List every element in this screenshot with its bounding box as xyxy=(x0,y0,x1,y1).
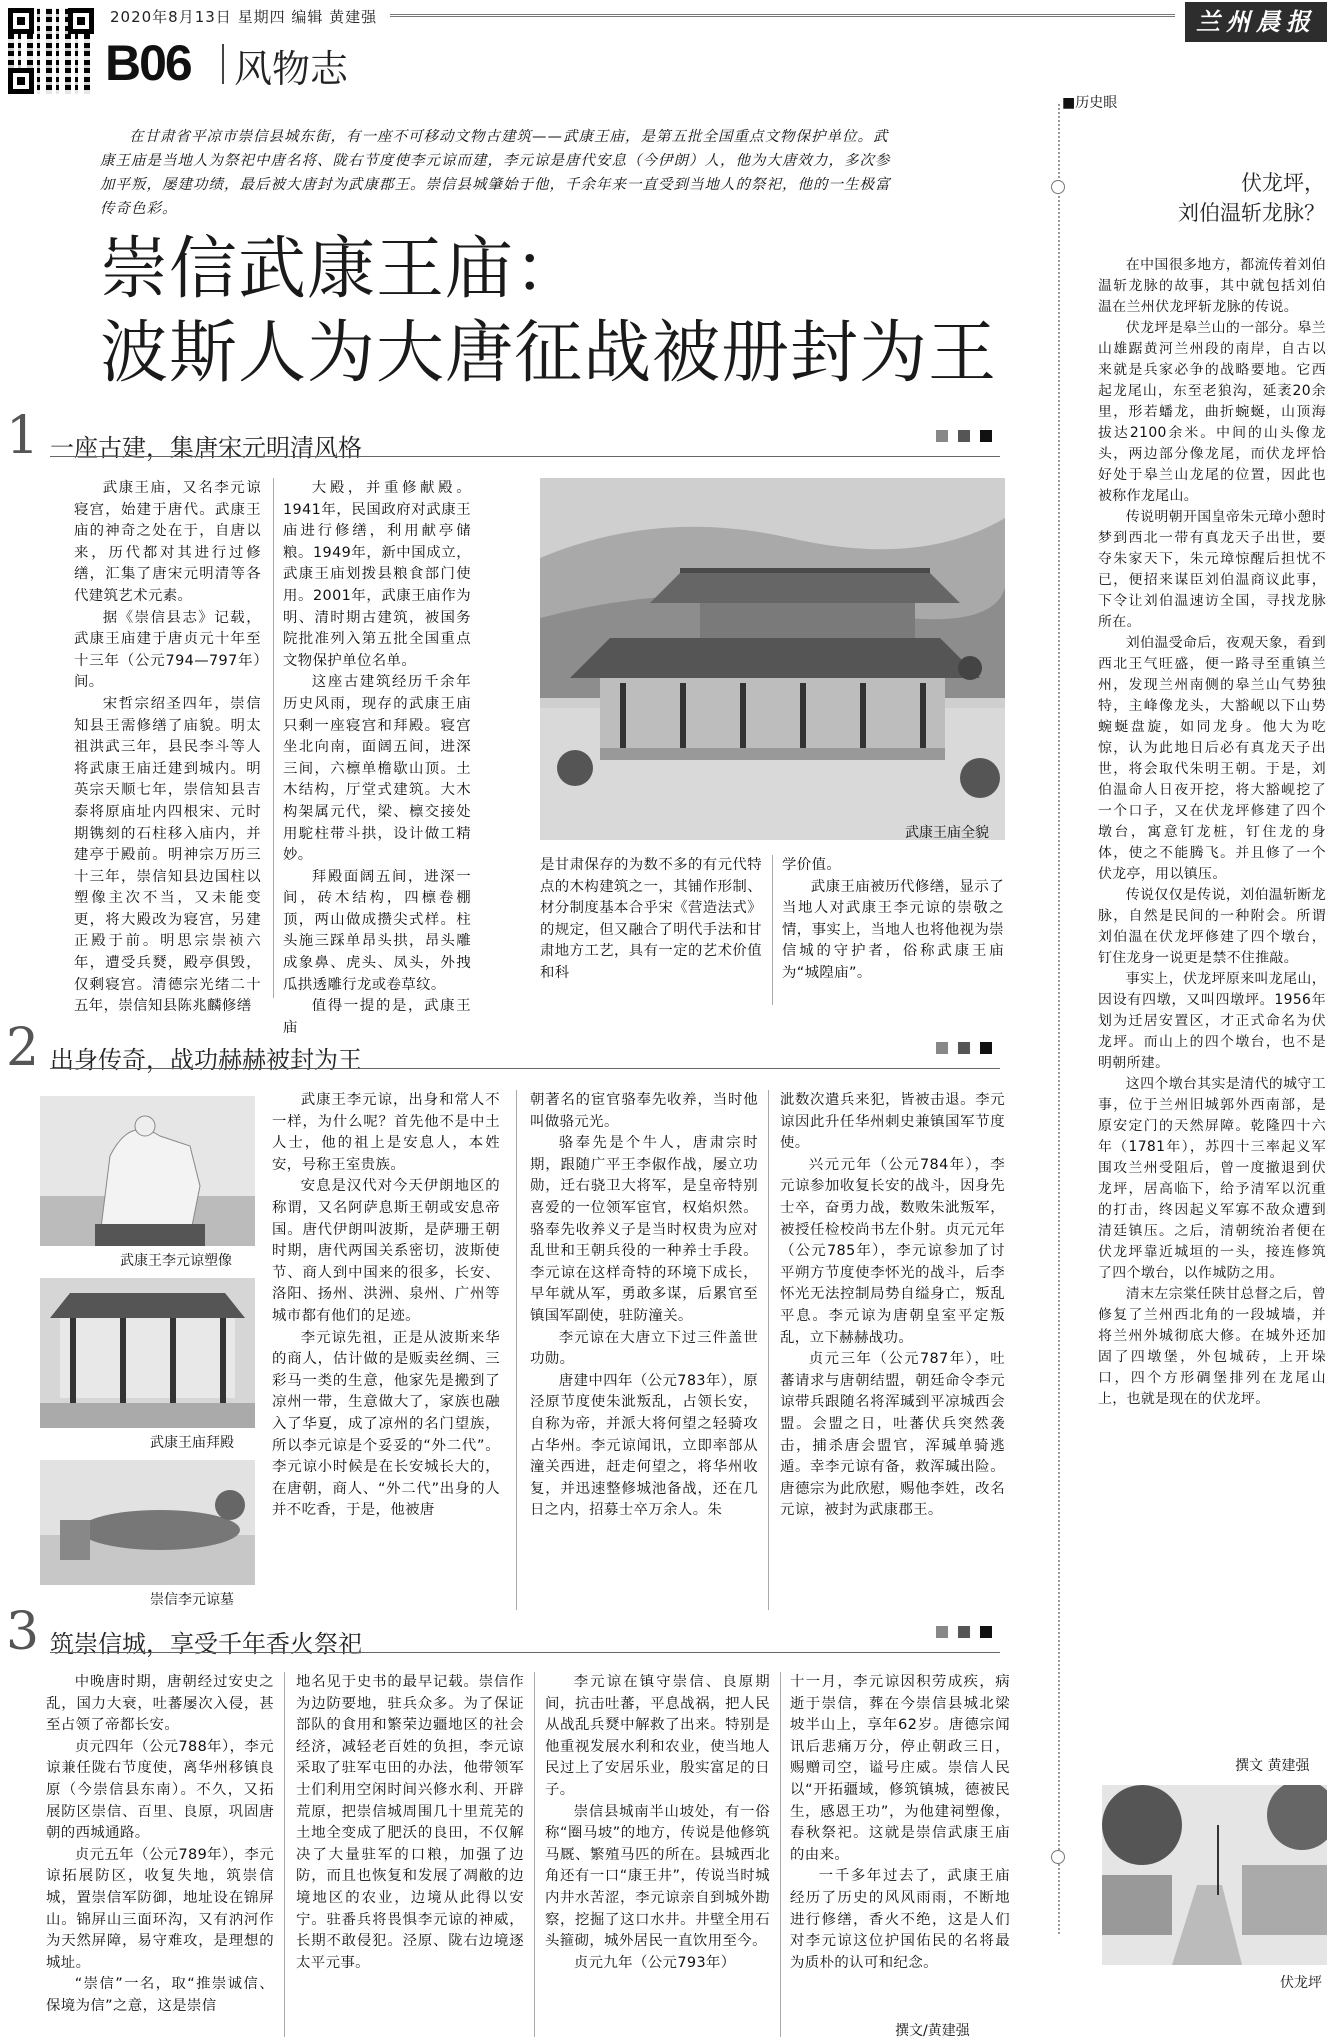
binder-ring-icon xyxy=(1051,1850,1065,1864)
header-rule xyxy=(390,14,1175,17)
paragraph: 贞元三年（公元787年），吐蕃请求与唐朝结盟，朝廷命令李元谅带兵跟随名将浑瑊到平凉城西会盟。会盟之日，吐蕃伏兵突然袭击，捕杀唐会盟官，浑瑊单骑逃遁。幸李元谅有备，救浑瑊出险。唐德宗为此欣慰，赐他李姓，改名元谅，被封为武康郡王。 xyxy=(780,1351,1005,1519)
paragraph: 中晚唐时期，唐朝经过安史之乱，国力大衰，吐蕃屡次入侵，甚至占领了帝都长安。 xyxy=(46,1674,274,1734)
paragraph: 朝著名的宦官骆奉先收养，当时他叫做骆元光。 xyxy=(530,1092,758,1130)
s3-column-4 xyxy=(790,1672,1010,2022)
page-number: B06 xyxy=(105,35,191,91)
paragraph: 贞元四年（公元788年），李元谅兼任陇右节度使，离华州移镇良原（今崇信县东南）。不久，又拓展防区崇信、百里、良原，巩固唐朝的西城通路。 xyxy=(46,1738,274,1842)
section-number: 3 xyxy=(6,1602,40,1662)
paragraph: 这四个墩台其实是清代的城守工事，位于兰州旧城郭外西南部，是原安定门的天然屏障。乾隆四十六年（1781年），苏四十三率起义军围攻兰州受阻后，曾一度撤退到伏龙坪，居高临下，给予清军以沉重的打击，终因起义军寡不敌众遭到清廷镇压。之后，清朝统治者便在伏龙坪靠近城垣的一头，接连修筑了四个墩台，以作城防之用。 xyxy=(1098,1076,1326,1281)
title-line-1: 崇信武康王庙： xyxy=(100,230,584,309)
paragraph: 十一月，李元谅因积劳成疾，病逝于崇信，葬在今崇信县城北梁坡半山上，享年62岁。唐德宗闻讯后悲痛万分，停止朝政三日，赐赠司空，谥号庄威。崇信人民以“开拓疆域，修筑镇城，德被民生，感恩王功”，为他建祠塑像，春秋祭祀。这就是崇信武康王庙的由来。 xyxy=(790,1674,1010,1863)
paragraph: 一千多年过去了，武康王庙经历了历史的风风雨雨，不断地进行修缮，香火不绝，这是人们对李元谅这位护国佑民的名将最为质朴的认可和纪念。 xyxy=(790,1868,1010,1971)
s1-column-1 xyxy=(74,478,261,1015)
photo-caption: 武康王李元谅塑像 xyxy=(120,1253,232,1269)
s1-column-3 xyxy=(540,855,762,1005)
photo-caption: 武康王庙拜殿 xyxy=(150,1435,234,1451)
paragraph: 泚数次遣兵来犯，皆被击退。李元谅因此升任华州刺史兼镇国军节度使。 xyxy=(780,1092,1005,1152)
paragraph: 李元谅先祖，正是从波斯来华的商人，估计做的是贩卖丝绸、三彩马一类的生意，他家先是搬到了凉州一带，生意做大了，家族也融入了华夏，成了凉州的名门望族，所以李元谅是个妥妥的“外二代”。李元谅小时候是在长安城长大的，在唐朝，商人、“外二代”出身的人并不吃香，于是，他被唐 xyxy=(272,1329,500,1519)
paragraph: 传说仅仅是传说，刘伯温斩断龙脉，自然是民间的一种附会。所谓刘伯温在伏龙坪修建了四个墩台，钉住龙身一说更是禁不住推敲。 xyxy=(1098,887,1326,966)
paragraph: 在中国很多地方，都流传着刘伯温斩龙脉的故事，其中就包括刘伯温在兰州伏龙坪斩龙脉的传说。 xyxy=(1098,257,1326,315)
paragraph: 贞元九年（公元793年） xyxy=(573,1954,736,1971)
s1-column-2 xyxy=(283,478,471,1036)
paragraph: 据《崇信县志》记载，武康王庙建于唐贞元十年至十三年（公元794—797年）间。 xyxy=(74,609,261,691)
heading-rule xyxy=(50,456,1000,457)
dotted-divider xyxy=(1058,104,1060,1934)
paragraph: 崇信县城南半山坡处，有一俗称“圈马坡”的地方，传说是他修筑马厩、繁殖马匹的所在。县城西北角还有一口“康王井”，传说当时城内井水苦涩，李元谅亲自到城外勘察，挖掘了这口水井。井壁全用石头箍砌，城外居民一直饮用至今。 xyxy=(545,1803,770,1950)
photo-caption: 武康王庙全貌 xyxy=(905,825,989,841)
section-number: 2 xyxy=(6,1018,40,1078)
square-icon xyxy=(958,430,970,442)
paragraph: 这座古建筑经历千余年历史风雨，现存的武康王庙只剩一座寝宫和拜殿。寝宫坐北向南，面阔五间，进深三间，六檩单檐歇山顶。土木结构，厅堂式建筑。大木构架属元代，梁、檩交接处用駝柱带斗拱，设计做工精妙。 xyxy=(283,674,471,864)
paragraph: 值得一提的是，武康王庙 xyxy=(283,998,471,1036)
s3-column-3 xyxy=(545,1672,770,2042)
paragraph: 李元谅在大唐立下过三件盖世功勋。 xyxy=(530,1329,758,1368)
sidebar-title: 伏龙坪， 刘伯温斩龙脉？ xyxy=(1178,171,1325,225)
s3-column-2 xyxy=(296,1672,524,2042)
paragraph: 地名见于史书的最早记载。崇信作为边防要地，驻兵众多。为了保证部队的食用和繁荣边疆地区的社会经济，减轻老百姓的负担，李元谅采取了驻军屯田的办法，他带领军士们利用空闲时间兴修水利、开辟荒原，把崇信城周围几十里荒芜的土地全变成了肥沃的良田，不仅解决了大量驻军的口粮，加强了边防，而且也恢复和发展了凋敝的边境地区的农业，边境从此得以安宁。驻番兵将畏惧李元谅的神威，长期不敢侵犯。泾原、陇右边境逐太平元事。 xyxy=(296,1674,524,1971)
paragraph: “崇信”一名，取“推崇诚信、保境为信”之意，这是崇信 xyxy=(46,1976,274,2014)
paragraph: 事实上，伏龙坪原来叫龙尾山，因设有四墩，又叫四墩坪。1956年划为迁居安置区，才正式命名为伏龙坪。而山上的四个墩台，也不是明朝所建。 xyxy=(1098,971,1326,1071)
paragraph: 唐建中四年（公元783年），原泾原节度使朱泚叛乱，占领长安，自称为帝，并派大将何望之轻骑攻占华州。李元谅闻讯，立即率部从潼关西进，赶走何望之，将华州收复，并迅速整修城池备战，还在几日之内，招募士卒万余人。朱 xyxy=(530,1372,758,1519)
photo-caption: 崇信李元谅墓 xyxy=(150,1592,234,1608)
paragraph: 清末左宗棠任陕甘总督之后，曾修复了兰州西北角的一段城墙，并将兰州外城彻底大修。在城外还加固了四墩堡，外包城砖，上开垛口，四个方形碉堡排列在龙尾山上，也就是现在的伏龙坪。 xyxy=(1098,1286,1326,1407)
photo-caption: 伏龙坪 xyxy=(1280,1975,1322,1991)
statue-photo xyxy=(40,1096,255,1246)
fulongping-photo xyxy=(1102,1785,1327,1965)
paragraph: 刘伯温受命后，夜观天象，看到西北王气旺盛，便一路寻至重镇兰州，发现兰州南侧的皋兰山气势独特，主峰像龙头，大豁岘以下山势蜿蜒盘旋，如同龙身。他大为吃惊，认为此地日后必有真龙天子出世，将会取代朱明王朝。于是，刘伯温命人日夜开挖，将大豁岘挖了一个口子，又在伏龙坪修建了四个墩台，寓意钉龙桩，钉住龙的身体，使之不能腾飞。并且修了一个伏龙亭，用以镇压。 xyxy=(1098,635,1326,882)
square-icon xyxy=(958,1626,970,1638)
s1-column-4 xyxy=(782,855,1004,1005)
paragraph: 贞元五年（公元789年），李元谅拓展防区，收复失地，筑崇信城，置崇信军防御，地址设在锦屏山。锦屏山三面环沟，又有汭河作为天然屏障，易守难攻，是理想的城址。 xyxy=(46,1846,274,1971)
square-icon xyxy=(980,430,992,442)
paragraph: 拜殿面阔五间，进深一间，砖木结构，四檩卷棚顶，两山做成攒尖式样。柱头施三踩单昂头拱，昂头雕成象鼻、虎头、凤头，外拽瓜拱透雕行龙或卷草纹。 xyxy=(283,868,471,993)
newspaper-masthead: 兰州晨报 xyxy=(1185,2,1327,42)
page-separator xyxy=(222,44,224,84)
square-icon xyxy=(936,1626,948,1638)
paragraph: 武康王李元谅，出身和常人不一样，为什么呢？首先他不是中土人士，他的祖上是安息人，本姓安，号称王室贵族。 xyxy=(272,1092,500,1173)
paragraph: 安息是汉代对今天伊朗地区的称谓，又名阿萨息斯王朝或安息帝国。唐代伊朗叫波斯，是萨珊王朝时期，唐代两国关系密切，波斯使节、商人到中国来的很多，长安、洛阳、扬州、洪洲、泉州、广州等城市都有他们的足迹。 xyxy=(272,1178,500,1324)
paragraph: 兴元元年（公元784年），李元谅参加收复长安的战斗，因身先士卒，奋勇力战，数败朱泚叛军，被授任检校尚书左仆射。贞元元年（公元785年），李元谅参加了讨平朔方节度使李怀光的战斗，后李怀光无法控制局势自缢身亡，叛乱平息。李元谅为唐朝皇室平定叛乱，立下赫赫战功。 xyxy=(780,1156,1005,1346)
tomb-photo xyxy=(40,1460,255,1585)
section-3-heading xyxy=(6,1602,1006,1662)
square-icon xyxy=(936,430,948,442)
paragraph: 武康王庙被历代修缮，显示了当地人对武康王李元谅的崇敬之情，事实上，当地人也将他视为崇信城的守护者，俗称武康王庙为“城隍庙”。 xyxy=(782,878,1004,981)
article-title xyxy=(100,228,997,396)
heading-rule xyxy=(50,1068,1000,1069)
s2-column-2 xyxy=(530,1090,758,1615)
title-line-2: 波斯人为大唐征战被册封为王 xyxy=(100,314,998,393)
section-title: 筑崇信城，享受千年香火祭祀 xyxy=(50,1630,362,1658)
binder-ring-icon xyxy=(1051,180,1065,194)
section-number: 1 xyxy=(6,406,40,466)
date-line: 2020年8月13日 星期四 编辑 黄建强 xyxy=(110,8,378,26)
paragraph: 骆奉先是个牛人，唐肃宗时期，跟随广平王李俶作战，屡立功勋，迁右骁卫大将军，是皇帝特别喜爱的一位领军宦官，权焰炽然。骆奉先收养义子是当时权贵为应对乱世和王朝兵役的一种养士手段。李元谅在这样奇特的环境下成长，早年就从军，勇敢多谋，后累官至镇国军副使，驻防潼关。 xyxy=(530,1135,758,1324)
paragraph: 大殿，并重修献殿。1941年，民国政府对武康王庙进行修缮，利用献亭储粮。1949年，新中国成立，武康王庙划拨县粮食部门使用。2001年，武康王庙作为明、清时期古建筑，被国务院批准列入第五批全国重点文物保护单位名单。 xyxy=(283,480,471,669)
paragraph: 武康王庙，又名李元谅寝宫，始建于唐代。武康王庙的神奇之处在于，自唐以来，历代都对其进行过修缮，汇集了唐宋元明清等各代建筑艺术元素。 xyxy=(74,480,261,604)
heading-rule xyxy=(50,1652,1000,1653)
s2-column-3 xyxy=(780,1090,1005,1615)
paragraph: 宋哲宗绍圣四年，崇信知县王需修缮了庙貌。明太祖洪武三年，县民李斗等人将武康王庙迁建到城内。明英宗天顺七年，崇信知县吉泰将原庙址内四根宋、元时期镌刻的石柱移入庙内，并建亭于殿前。明神宗万历三十三年，崇信知县边国柱以塑像主次不当，又未能变更，将大殿改为寝宫，另建正殿于前。明思宗崇祯六年，遭受兵燹，殿亭俱毁，仅剩寝宫。清德宗光绪二十五年，崇信知县陈兆麟修缮 xyxy=(74,695,261,1015)
paragraph: 李元谅在镇守崇信、良原期间，抗击吐蕃，平息战祸，把人民从战乱兵燹中解救了出来。特别是他重视发展水利和农业，使当地人民过上了安居乐业，殷实富足的日子。 xyxy=(545,1674,770,1798)
article-lede: 在甘肃省平凉市崇信县城东街，有一座不可移动文物古建筑——武康王庙，是第五批全国重点文物保护单位。武康王庙是当地人为祭祀中唐名将、陇右节度使李元谅而建，李元谅是唐代安息（今伊朗）人，他为大唐效力，多次参加平叛，屡建功绩，最后被大唐封为武康郡王。崇信县城肇始于他，千余年来一直受到当地人的祭祀，他的一生极富传奇色彩。 xyxy=(100,129,891,217)
sidebar-body xyxy=(1098,255,1326,1410)
section-2-heading xyxy=(6,1018,1006,1078)
paragraph: 学价值。 xyxy=(782,857,842,873)
qr-code xyxy=(8,8,94,94)
section-1-heading xyxy=(6,406,1006,466)
sidebar-byline: 撰文 黄建强 xyxy=(1235,1758,1310,1774)
square-icon xyxy=(958,1042,970,1054)
section-title: 一座古建，集唐宋元明清风格 xyxy=(50,434,362,462)
worship-hall-photo xyxy=(40,1278,255,1428)
paragraph: 是甘肃保存的为数不多的有元代特点的木构建筑之一，其铺作形制、材分制度基本合乎宋《营造法式》的规定，但又融合了明代手法和甘肃地方工艺，具有一定的艺术价值和科 xyxy=(540,857,762,981)
s3-column-1 xyxy=(46,1672,274,2042)
section-title: 出身传奇，战功赫赫被封为王 xyxy=(50,1046,362,1074)
paragraph: 伏龙坪是皋兰山的一部分。皋兰山雄踞黄河兰州段的南岸，自古以来就是兵家必争的战略要地。它西起龙尾山，东至老狼沟，延袤20余里，形若蟠龙，曲折蜿蜒，山顶海拔达2100余米。中间的山头像龙头，两边部分像龙尾，而伏龙坪恰好处于皋兰山龙尾的位置，因此也被称作龙尾山。 xyxy=(1098,320,1326,504)
sidebar-tag: ■历史眼 xyxy=(1062,95,1118,111)
s2-column-1 xyxy=(272,1090,500,1615)
square-icon xyxy=(980,1042,992,1054)
temple-photo xyxy=(540,478,1005,840)
byline: 撰文/黄建强 xyxy=(895,2023,970,2039)
square-icon xyxy=(980,1626,992,1638)
square-icon xyxy=(936,1042,948,1054)
paragraph: 传说明朝开国皇帝朱元璋小憩时梦到西北一带有真龙天子出世，要夺朱家天下，朱元璋惊醒后担忧不已，便招来谋臣刘伯温商议此事，下令让刘伯温速访全国，寻找龙脉所在。 xyxy=(1098,509,1326,630)
section-name: 风物志 xyxy=(234,47,349,91)
